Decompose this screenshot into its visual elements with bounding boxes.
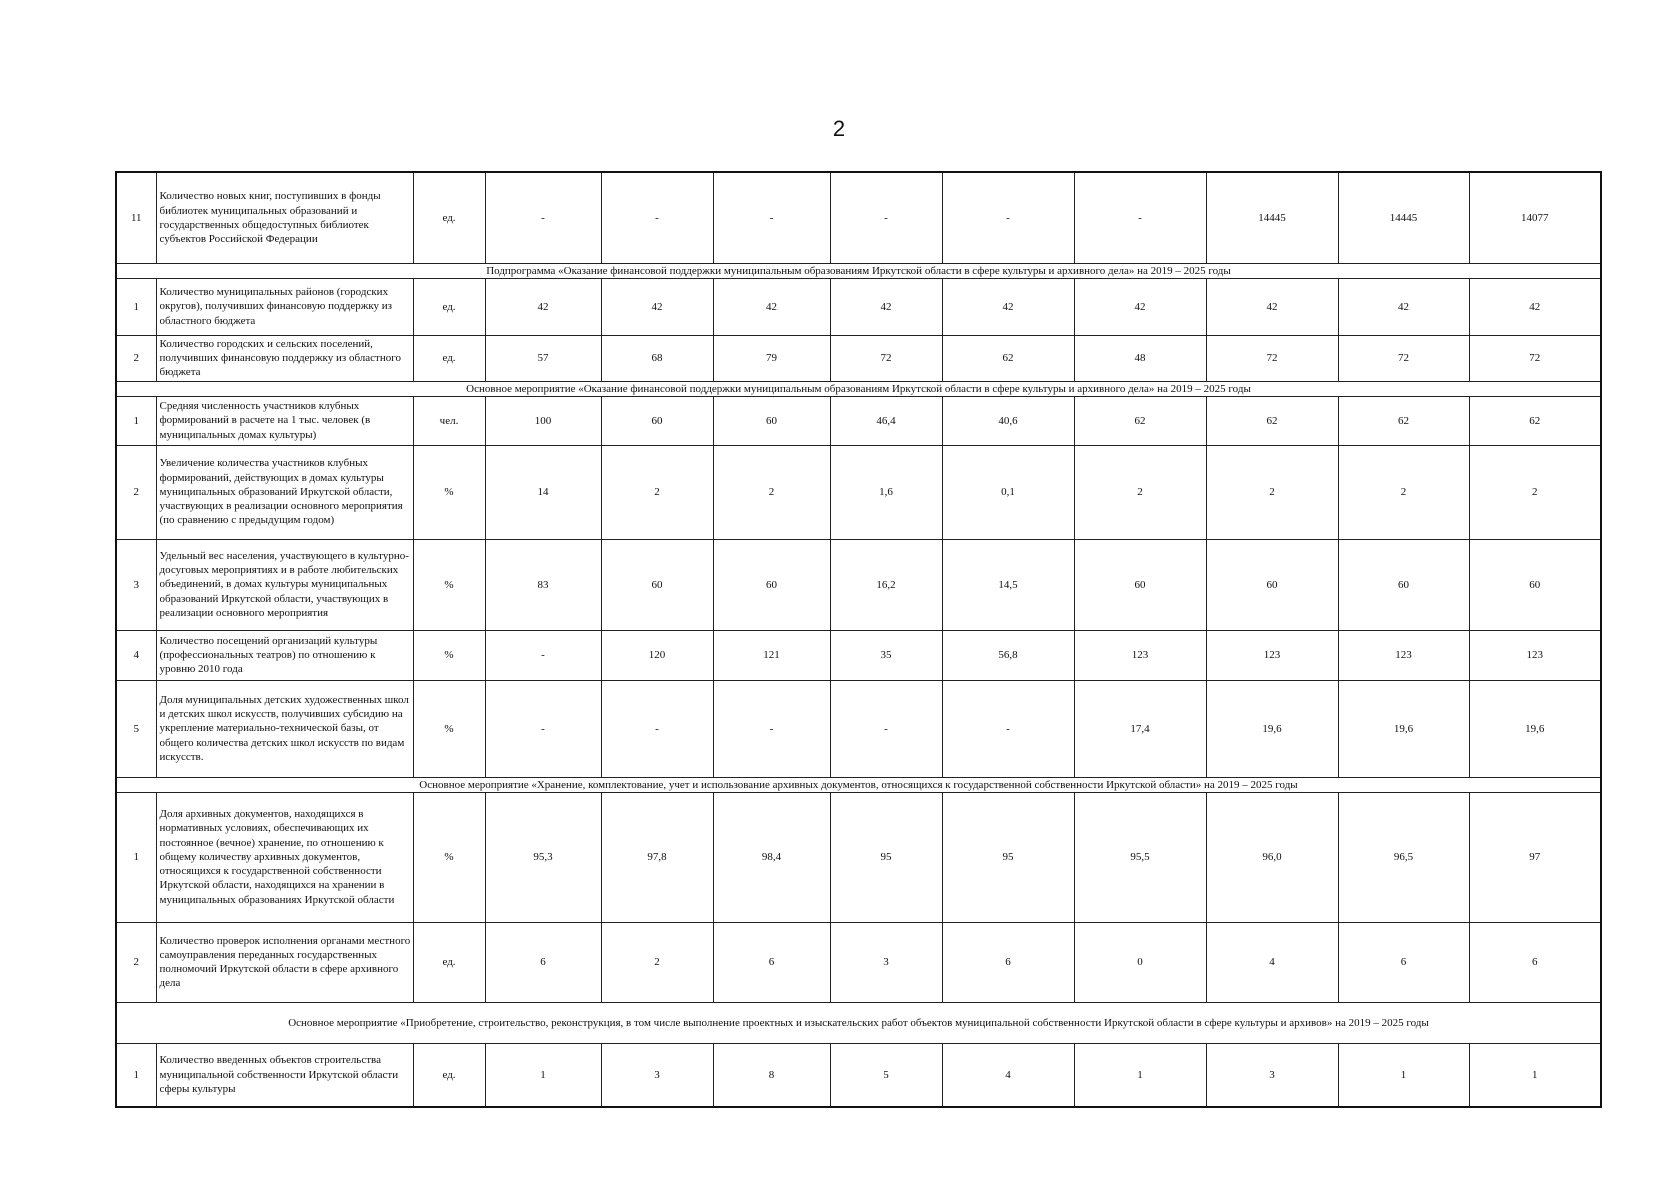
table-body <box>116 172 1601 1107</box>
page-number: 2 <box>832 116 846 141</box>
value-cell: 2 <box>713 445 830 539</box>
indicator-name: Количество новых книг, поступивших в фонды библиотек муниципальных образований и государственных общедоступных библиотек субъектов Российской Федерации <box>156 172 413 263</box>
value-cell: 97,8 <box>601 792 713 922</box>
unit-cell: % <box>413 680 485 777</box>
value-cell: 14,5 <box>942 539 1074 630</box>
value-cell: 6 <box>942 922 1074 1002</box>
value-cell: 120 <box>601 630 713 680</box>
value-cell: 121 <box>713 630 830 680</box>
unit-cell: ед. <box>413 1043 485 1107</box>
value-cell: 62 <box>1338 396 1469 445</box>
row-number: 1 <box>116 396 156 445</box>
value-cell: 42 <box>1074 278 1206 335</box>
value-cell: 60 <box>1338 539 1469 630</box>
value-cell: 14 <box>485 445 601 539</box>
unit-cell: ед. <box>413 335 485 381</box>
row-number: 1 <box>116 1043 156 1107</box>
table-row <box>116 396 1601 445</box>
section-header-row <box>116 777 1601 792</box>
indicator-name: Увеличение количества участников клубных формирований, действующих в домах культуры муниципальных образований Иркутской области, участвующих в реализации основного мероприятия (по сравнению с предыдущим годом) <box>156 445 413 539</box>
value-cell: 19,6 <box>1469 680 1601 777</box>
value-cell: 0 <box>1074 922 1206 1002</box>
value-cell: 72 <box>1469 335 1601 381</box>
value-cell: 35 <box>830 630 942 680</box>
value-cell: 96,5 <box>1338 792 1469 922</box>
section-header-row <box>116 263 1601 278</box>
value-cell: - <box>713 172 830 263</box>
value-cell: 6 <box>1338 922 1469 1002</box>
row-number: 1 <box>116 278 156 335</box>
value-cell: 3 <box>830 922 942 1002</box>
value-cell: - <box>713 680 830 777</box>
indicator-name: Количество городских и сельских поселений, получивших финансовую поддержку из областного бюджета <box>156 335 413 381</box>
row-number: 2 <box>116 445 156 539</box>
value-cell: 2 <box>1338 445 1469 539</box>
value-cell: - <box>601 680 713 777</box>
value-cell: 60 <box>713 539 830 630</box>
value-cell: 123 <box>1206 630 1338 680</box>
table-row <box>116 278 1601 335</box>
row-number: 3 <box>116 539 156 630</box>
table-row <box>116 792 1601 922</box>
unit-cell: ед. <box>413 922 485 1002</box>
value-cell: 46,4 <box>830 396 942 445</box>
value-cell: 5 <box>830 1043 942 1107</box>
indicator-name: Доля архивных документов, находящихся в нормативных условиях, обеспечивающих их постоянное (вечное) хранение, по отношению к общему количеству архивных документов, относящихся к государственной собственности Иркутской области, находящихся на хранении в муниципальных образованиях Иркутской области <box>156 792 413 922</box>
value-cell: 14077 <box>1469 172 1601 263</box>
value-cell: 68 <box>601 335 713 381</box>
value-cell: 4 <box>1206 922 1338 1002</box>
value-cell: 60 <box>1469 539 1601 630</box>
value-cell: 96,0 <box>1206 792 1338 922</box>
value-cell: 60 <box>601 539 713 630</box>
value-cell: 4 <box>942 1043 1074 1107</box>
value-cell: 1 <box>1338 1043 1469 1107</box>
value-cell: 3 <box>1206 1043 1338 1107</box>
unit-cell: % <box>413 630 485 680</box>
indicator-name: Количество муниципальных районов (городских округов), получивших финансовую поддержку из областного бюджета <box>156 278 413 335</box>
value-cell: 95,3 <box>485 792 601 922</box>
indicator-name: Доля муниципальных детских художественных школ и детских школ искусств, получивших субсидию на укрепление материально-технической базы, от общего количества детских школ искусств по видам искусств. <box>156 680 413 777</box>
value-cell: 60 <box>601 396 713 445</box>
value-cell: 19,6 <box>1338 680 1469 777</box>
section-title: Подпрограмма «Оказание финансовой поддержки муниципальным образованиям Иркутской области в сфере культуры и архивного дела» на 2019 – 2025 годы <box>116 263 1601 278</box>
value-cell: 42 <box>1338 278 1469 335</box>
value-cell: 14445 <box>1206 172 1338 263</box>
row-number: 11 <box>116 172 156 263</box>
value-cell: 60 <box>1074 539 1206 630</box>
unit-cell: % <box>413 445 485 539</box>
value-cell: 2 <box>601 922 713 1002</box>
section-title: Основное мероприятие «Хранение, комплектование, учет и использование архивных документов, относящихся к государственной собственности Иркутской области» на 2019 – 2025 годы <box>116 777 1601 792</box>
section-header-row <box>116 1002 1601 1043</box>
section-title: Основное мероприятие «Оказание финансовой поддержки муниципальным образованиям Иркутской области в сфере культуры и архивного дела» на 2019 – 2025 годы <box>116 381 1601 396</box>
value-cell: 48 <box>1074 335 1206 381</box>
value-cell: 95 <box>830 792 942 922</box>
value-cell: 72 <box>1338 335 1469 381</box>
value-cell: - <box>601 172 713 263</box>
value-cell: - <box>942 172 1074 263</box>
value-cell: 2 <box>601 445 713 539</box>
row-number: 2 <box>116 922 156 1002</box>
value-cell: 1 <box>485 1043 601 1107</box>
value-cell: 56,8 <box>942 630 1074 680</box>
table-row <box>116 172 1601 263</box>
value-cell: 42 <box>1469 278 1601 335</box>
value-cell: 72 <box>1206 335 1338 381</box>
value-cell: 123 <box>1074 630 1206 680</box>
table-row <box>116 630 1601 680</box>
indicators-table <box>115 171 1602 1108</box>
table-row <box>116 539 1601 630</box>
value-cell: 42 <box>830 278 942 335</box>
table-row <box>116 1043 1601 1107</box>
unit-cell: % <box>413 539 485 630</box>
value-cell: 42 <box>601 278 713 335</box>
value-cell: 8 <box>713 1043 830 1107</box>
value-cell: 19,6 <box>1206 680 1338 777</box>
value-cell: 2 <box>1074 445 1206 539</box>
value-cell: 3 <box>601 1043 713 1107</box>
value-cell: 16,2 <box>830 539 942 630</box>
value-cell: 79 <box>713 335 830 381</box>
value-cell: 6 <box>713 922 830 1002</box>
value-cell: - <box>942 680 1074 777</box>
indicator-name: Средняя численность участников клубных формирований в расчете на 1 тыс. человек (в муниципальных домах культуры) <box>156 396 413 445</box>
value-cell: 14445 <box>1338 172 1469 263</box>
value-cell: 40,6 <box>942 396 1074 445</box>
value-cell: - <box>485 680 601 777</box>
value-cell: - <box>1074 172 1206 263</box>
value-cell: 0,1 <box>942 445 1074 539</box>
value-cell: 1,6 <box>830 445 942 539</box>
value-cell: 1 <box>1469 1043 1601 1107</box>
value-cell: - <box>830 172 942 263</box>
value-cell: 62 <box>1074 396 1206 445</box>
value-cell: - <box>830 680 942 777</box>
value-cell: 2 <box>1469 445 1601 539</box>
value-cell: 123 <box>1469 630 1601 680</box>
value-cell: 95,5 <box>1074 792 1206 922</box>
value-cell: - <box>485 172 601 263</box>
value-cell: 83 <box>485 539 601 630</box>
value-cell: 6 <box>485 922 601 1002</box>
value-cell: 42 <box>485 278 601 335</box>
table-row <box>116 680 1601 777</box>
indicator-name: Удельный вес населения, участвующего в культурно-досуговых мероприятиях и в работе любительских объединений, в домах культуры муниципальных образований Иркутской области, участвующих в реализации основного мероприятия <box>156 539 413 630</box>
unit-cell: чел. <box>413 396 485 445</box>
value-cell: 72 <box>830 335 942 381</box>
unit-cell: ед. <box>413 278 485 335</box>
value-cell: 100 <box>485 396 601 445</box>
unit-cell: ед. <box>413 172 485 263</box>
indicator-name: Количество введенных объектов строительства муниципальной собственности Иркутской области сферы культуры <box>156 1043 413 1107</box>
value-cell: 42 <box>1206 278 1338 335</box>
value-cell: 60 <box>713 396 830 445</box>
unit-cell: % <box>413 792 485 922</box>
table-row <box>116 335 1601 381</box>
table-row <box>116 445 1601 539</box>
value-cell: - <box>485 630 601 680</box>
value-cell: 98,4 <box>713 792 830 922</box>
value-cell: 42 <box>713 278 830 335</box>
value-cell: 60 <box>1206 539 1338 630</box>
row-number: 4 <box>116 630 156 680</box>
value-cell: 57 <box>485 335 601 381</box>
section-header-row <box>116 381 1601 396</box>
value-cell: 1 <box>1074 1043 1206 1107</box>
indicator-name: Количество посещений организаций культуры (профессиональных театров) по отношению к уровню 2010 года <box>156 630 413 680</box>
value-cell: 97 <box>1469 792 1601 922</box>
row-number: 2 <box>116 335 156 381</box>
table-row <box>116 922 1601 1002</box>
value-cell: 17,4 <box>1074 680 1206 777</box>
value-cell: 62 <box>942 335 1074 381</box>
section-title: Основное мероприятие «Приобретение, строительство, реконструкция, в том числе выполнение проектных и изыскательских работ объектов муниципальной собственности Иркутской области в сфере культуры и архивов» на 2019 – 2025 годы <box>116 1002 1601 1043</box>
value-cell: 42 <box>942 278 1074 335</box>
row-number: 1 <box>116 792 156 922</box>
value-cell: 2 <box>1206 445 1338 539</box>
indicator-name: Количество проверок исполнения органами местного самоуправления переданных государственных полномочий Иркутской области в сфере архивного дела <box>156 922 413 1002</box>
value-cell: 62 <box>1206 396 1338 445</box>
row-number: 5 <box>116 680 156 777</box>
value-cell: 6 <box>1469 922 1601 1002</box>
value-cell: 95 <box>942 792 1074 922</box>
value-cell: 123 <box>1338 630 1469 680</box>
value-cell: 62 <box>1469 396 1601 445</box>
